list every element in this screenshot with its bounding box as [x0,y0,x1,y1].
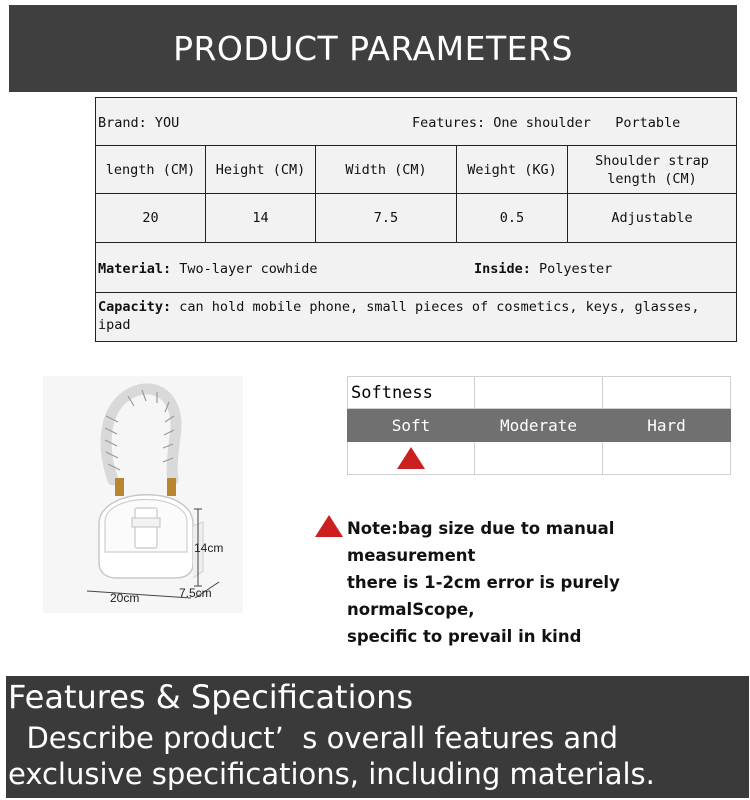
left-buckle [115,478,124,496]
length-dimension-label: 20cm [110,591,140,605]
measurement-note [315,515,740,650]
inside-value: Polyester [539,261,613,277]
softness-title-empty-2 [603,376,731,409]
softness-marker-cell-hard [603,442,731,475]
height-dimension-label: 14cm [194,541,224,555]
width-dimension-label: 7.5cm [179,586,212,600]
parameters-table [95,97,737,342]
softness-marker-cell-moderate [475,442,603,475]
softness-marker-cell-soft [347,442,475,475]
material-label: Material: [98,261,172,277]
inside-cell [474,261,612,277]
column-header-length: length (CM) [96,146,206,193]
brand-label: Brand: [98,115,147,131]
right-buckle [167,478,176,496]
softness-levels-row [347,409,733,442]
material-row [96,243,736,293]
features-value: One shoulder Portable [493,115,681,131]
softness-marker-row [347,442,733,475]
capacity-row [96,293,736,342]
note-line-1: Note:bag size due to manual measurement [347,519,615,565]
dimension-value-row [96,194,736,243]
features-title: Features & Specifications [8,678,414,716]
value-width: 7.5 [316,194,457,242]
capacity-label: Capacity: [98,299,172,315]
page-title-banner [9,5,737,92]
warning-triangle-icon [315,515,343,537]
softness-title: Softness [347,376,475,409]
brand-value: YOU [154,115,180,131]
material-value: Two-layer cowhide [179,261,318,277]
note-line-2: there is 1-2cm error is purely normalScope, [347,573,620,619]
column-header-weight: Weight (KG) [457,146,568,193]
inside-label: Inside: [474,261,531,277]
brand-features-row [96,98,736,146]
page-title: PRODUCT PARAMETERS [173,29,573,68]
material-cell [98,261,317,277]
softness-level-hard: Hard [603,409,731,442]
brand-cell [98,115,179,131]
features-label: Features: [412,115,486,131]
softness-table [347,376,733,475]
capacity-value: can hold mobile phone, small pieces of cosmetics, keys, glasses, ipad [98,299,700,333]
bag-illustration [43,376,243,613]
softness-level-soft: Soft [347,409,475,442]
note-line-3: specific to prevail in kind [347,627,582,646]
value-height: 14 [206,194,316,242]
value-strap: Adjustable [611,210,693,226]
dimension-header-row [96,146,736,194]
selected-marker-icon [397,447,425,469]
features-specifications-banner [6,676,749,798]
product-photo [43,376,243,613]
softness-title-empty-1 [475,376,603,409]
softness-title-row [347,376,733,409]
features-cell [412,115,680,131]
column-header-width: Width (CM) [316,146,457,193]
value-length: 20 [96,194,206,242]
softness-level-moderate: Moderate [475,409,603,442]
value-weight: 0.5 [457,194,568,242]
capacity-cell [98,298,706,334]
column-header-strap: Shoulder strap length (CM) [595,152,709,187]
features-description: Describe product’ s overall features and exclusive specifications, including materials. [8,721,655,791]
column-header-height: Height (CM) [206,146,316,193]
